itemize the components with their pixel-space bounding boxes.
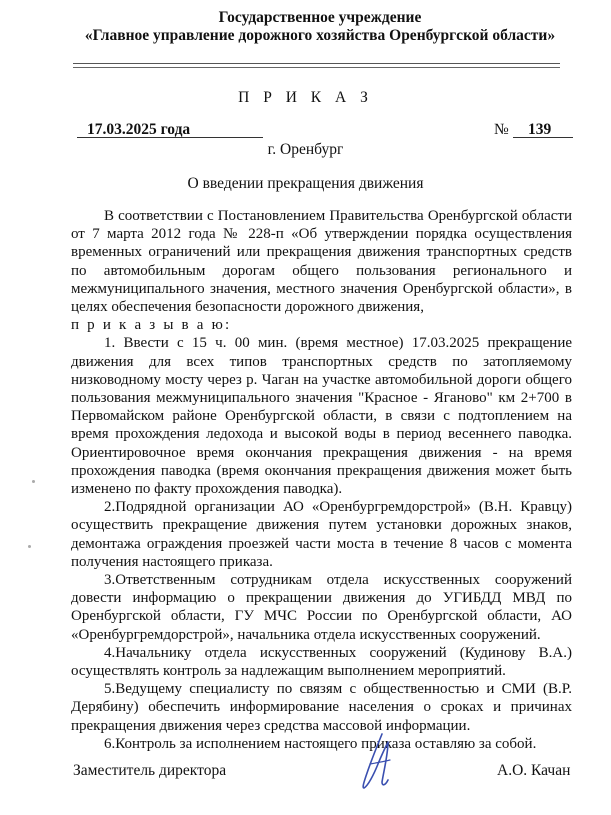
signatory-name: А.О. Качан bbox=[497, 762, 571, 779]
order-number: 139 bbox=[528, 121, 552, 138]
order-item-1: 1. Ввести с 15 ч. 00 мин. (время местное) 17.03.2025 прекращение движения для всех типов транспортных средств по затопляемому низководному мосту через р. Чаган на участке автомобильной дороги общего пользования межмуниципального значения "Красное - Яганово" км 2+700 в Первомайском районе Оренбургской области, в связи с подтоплением на время прохождения ледохода и высокой воды в период весеннего паводка. Ориентировочное время окончания прекращения движения - на время прохождения паводка (время окончания прекращения движения может быть изменено по факту прохождения паводка). bbox=[71, 335, 572, 498]
document-title: П Р И К А З bbox=[238, 89, 373, 106]
order-body bbox=[71, 207, 572, 753]
handwritten-signature bbox=[352, 730, 402, 794]
order-number-underline bbox=[513, 137, 573, 138]
order-word: п р и к а з ы в а ю: bbox=[71, 317, 232, 334]
order-item-2: 2.Подрядной организации АО «Оренбургремдорстрой» (В.Н. Кравцу) осуществить прекращение движения путем установки дорожных знаков, демонтажа ограждения проезжей части моста в течение 8 часов с момента получения настоящего приказа. bbox=[71, 499, 572, 570]
organization-type: Государственное учреждение bbox=[218, 9, 422, 26]
organization-name: «Главное управление дорожного хозяйства Оренбургской области» bbox=[84, 27, 556, 44]
order-item-4: 4.Начальнику отдела искусственных сооружений (Кудинову В.А.) осуществлять контроль за надлежащим выполнением мероприятий. bbox=[71, 644, 572, 680]
header-rule-bottom bbox=[73, 67, 560, 68]
order-item-6: 6.Контроль за исполнением настоящего приказа оставляю за собой. bbox=[104, 735, 537, 752]
order-subject: О введении прекращения движения bbox=[187, 175, 424, 192]
header-rule-top bbox=[73, 63, 560, 64]
signatory-title: Заместитель директора bbox=[73, 762, 227, 779]
scan-speck bbox=[32, 480, 35, 483]
scan-speck bbox=[28, 545, 31, 548]
intro-paragraph: В соответствии с Постановлением Правительства Оренбургской области от 7 марта 2012 года № 228-п «Об утверждении порядка осуществления временных ограничений или прекращения движения транспортных средств по автомобильным дорогам общего пользования регионального и межмуниципального значения, местного значения Оренбургской области», в целях обеспечения безопасности дорожного движения, bbox=[71, 208, 572, 316]
order-item-5: 5.Ведущему специалисту по связям с общественностью и СМИ (В.Р. Дерябину) обеспечить информирование населения о сроках и причинах прекращения движения через средства массовой информации. bbox=[71, 681, 572, 734]
order-date: 17.03.2025 года bbox=[87, 121, 191, 138]
order-item-3: 3.Ответственным сотрудникам отдела искусственных сооружений довести информацию о прекращении движения до УГИБДД МВД по Оренбургской области, ГУ МЧС России по Оренбургской области, АО «Оренбургремдорстрой», начальника отдела искусственных сооружений. bbox=[71, 572, 572, 643]
order-date-underline bbox=[77, 137, 263, 138]
order-city: г. Оренбург bbox=[267, 141, 344, 158]
order-number-sign: № bbox=[494, 121, 509, 138]
